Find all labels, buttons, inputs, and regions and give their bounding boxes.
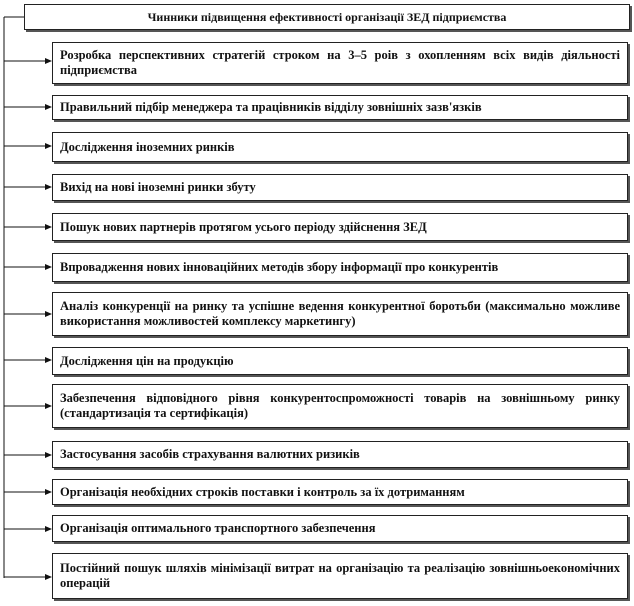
factor-text: Розробка перспективних стратегій строком на 3–5 роів з охопленням всіх видів діяльності підприємства bbox=[60, 48, 620, 77]
factor-text: Застосування засобів страхування валютних ризиків bbox=[60, 447, 360, 461]
arrowhead-icon bbox=[45, 403, 52, 409]
arrowhead-icon bbox=[45, 489, 52, 495]
factor-box-7 bbox=[52, 292, 628, 336]
factor-box-12 bbox=[52, 515, 628, 542]
factor-box-5 bbox=[52, 213, 628, 241]
factor-text: Вихід на нові іноземні ринки збуту bbox=[60, 180, 256, 194]
factor-text: Організація оптимального транспортного забезпечення bbox=[60, 521, 376, 535]
factor-text: Дослідження іноземних ринків bbox=[60, 139, 235, 154]
arrowhead-icon bbox=[45, 452, 52, 458]
arrowhead-icon bbox=[45, 357, 52, 363]
arrowhead-icon bbox=[45, 224, 52, 230]
arrowhead-icon bbox=[45, 526, 52, 532]
factor-box-3 bbox=[52, 132, 628, 162]
factor-text: Пошук нових партнерів протягом усього періоду здійснення ЗЕД bbox=[60, 219, 427, 234]
factor-box-4 bbox=[52, 174, 628, 201]
factor-text: Аналіз конкуренції на ринку та успішне ведення конкурентної боротьби (максимально можливе використання можливостей комплексу маркетингу) bbox=[60, 299, 620, 328]
factor-box-9 bbox=[52, 384, 628, 428]
diagram-title bbox=[24, 4, 630, 30]
factor-box-8 bbox=[52, 347, 628, 375]
factor-text: Дослідження цін на продукцію bbox=[60, 353, 234, 368]
factor-box-1 bbox=[52, 42, 628, 84]
arrowhead-icon bbox=[45, 143, 52, 149]
factor-box-10 bbox=[52, 441, 628, 468]
factor-text: Постійний пошук шляхів мінімізації витрат на організацію та реалізацію зовнішньоекономічних операцій bbox=[60, 561, 620, 590]
factor-box-6 bbox=[52, 253, 628, 282]
arrowhead-icon bbox=[45, 104, 52, 110]
arrowhead-icon bbox=[45, 311, 52, 317]
arrowhead-icon bbox=[45, 264, 52, 270]
factor-text: Забезпечення відповідного рівня конкурентоспроможності товарів на зовнішньому ринку (стандартизація та сертифікація) bbox=[60, 391, 620, 420]
factor-box-11 bbox=[52, 479, 628, 505]
arrowhead-icon bbox=[45, 574, 52, 580]
factor-text: Впровадження нових інноваційних методів збору інформації про конкурентів bbox=[60, 260, 499, 274]
diagram-title-text: Чинники підвищення ефективності організації ЗЕД підприємства bbox=[147, 9, 507, 24]
factor-text: Організація необхідних строків поставки і контроль за їх дотриманням bbox=[60, 484, 465, 499]
factor-box-2 bbox=[52, 95, 628, 120]
factor-box-13 bbox=[52, 553, 628, 599]
factor-text: Правильний підбір менеджера та працівників відділу зовнішніх зазв'язків bbox=[60, 100, 482, 114]
arrowhead-icon bbox=[45, 58, 52, 64]
arrowhead-icon bbox=[45, 184, 52, 190]
